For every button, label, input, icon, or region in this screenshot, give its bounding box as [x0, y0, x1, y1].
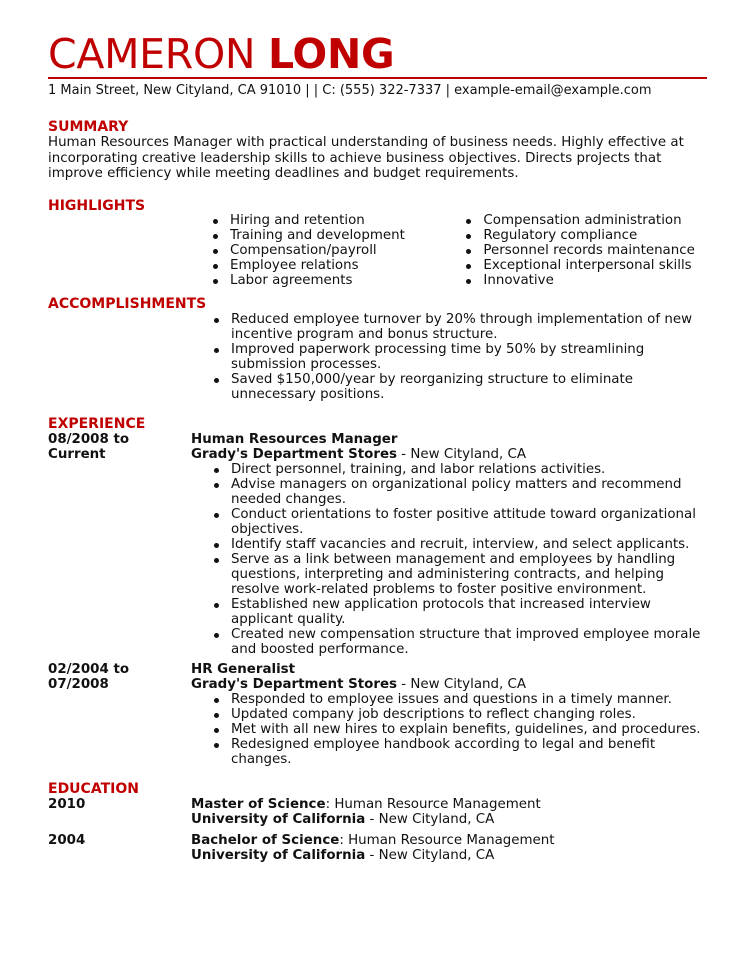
- list-item: Exceptional interpersonal skills: [461, 258, 707, 273]
- degree-line: [191, 833, 707, 848]
- list-item: Met with all new hires to explain benefits, guidelines, and procedures.: [209, 722, 707, 737]
- experience-section: [48, 416, 707, 767]
- school-location: - New Cityland, CA: [365, 847, 495, 863]
- education-details: [191, 797, 707, 827]
- school-location: - New Cityland, CA: [365, 811, 495, 827]
- list-item: Established new application protocols that increased interview applicant quality.: [209, 597, 707, 627]
- highlights-section: [48, 198, 707, 288]
- company-location: - New Cityland, CA: [397, 676, 527, 692]
- degree-field: : Human Resource Management: [339, 832, 555, 848]
- list-item: Training and development: [208, 228, 461, 243]
- job-title: HR Generalist: [191, 661, 296, 677]
- company-name: Grady's Department Stores: [191, 676, 398, 692]
- summary-section: [48, 119, 707, 182]
- last-name: LONG: [268, 30, 395, 78]
- company-location: - New Cityland, CA: [397, 446, 527, 462]
- job-duties-list: [209, 462, 707, 657]
- job-dates: 08/2008 to Current: [48, 431, 130, 462]
- degree-line: [191, 797, 707, 812]
- highlights-list-right: [461, 213, 707, 288]
- education-section: [48, 781, 707, 863]
- education-entry: [48, 833, 707, 863]
- education-heading: EDUCATION: [48, 780, 139, 797]
- list-item: Reduced employee turnover by 20% through implementation of new incentive program and bonus structure.: [209, 312, 709, 342]
- list-item: Direct personnel, training, and labor relations activities.: [209, 462, 707, 477]
- list-item: Conduct orientations to foster positive attitude toward organizational objectives.: [209, 507, 707, 537]
- degree-field: : Human Resource Management: [325, 796, 541, 812]
- list-item: Compensation/payroll: [208, 243, 461, 258]
- company-name: Grady's Department Stores: [191, 446, 398, 462]
- first-name: CAMERON: [48, 30, 256, 78]
- job-details: [191, 662, 707, 767]
- school-line: [191, 812, 707, 827]
- contact-line: 1 Main Street, New Cityland, CA 91010 | | C: (555) 322-7337 | example-email@example.com: [48, 83, 652, 98]
- education-year: 2010: [48, 796, 86, 812]
- list-item: Compensation administration: [461, 213, 707, 228]
- job-company: [191, 447, 707, 462]
- list-item: Saved $150,000/year by reorganizing structure to eliminate unnecessary positions.: [209, 372, 709, 402]
- school-line: [191, 848, 707, 863]
- list-item: Labor agreements: [208, 273, 461, 288]
- job-entry: [48, 432, 707, 657]
- job-entry: [48, 662, 707, 767]
- accomplishments-list: [209, 312, 709, 402]
- summary-text: Human Resources Manager with practical understanding of business needs. Highly effective at incorporating creative leadership skills to achieve business objectives. Directs projects that improve efficiency while meeting deadlines and budget requirements.: [48, 135, 684, 181]
- list-item: Created new compensation structure that improved employee morale and boosted performance.: [209, 627, 707, 657]
- education-details: [191, 833, 707, 863]
- list-item: Serve as a link between management and employees by handling questions, interpreting and administering contracts, and helping resolve work-related problems to foster positive environment.: [209, 552, 707, 597]
- accomplishments-heading: ACCOMPLISHMENTS: [48, 295, 207, 312]
- candidate-name: [48, 30, 707, 78]
- list-item: Responded to employee issues and questions in a timely manner.: [209, 692, 707, 707]
- experience-heading: EXPERIENCE: [48, 415, 146, 432]
- list-item: Personnel records maintenance: [461, 243, 707, 258]
- job-details: [191, 432, 707, 657]
- list-item: Advise managers on organizational policy matters and recommend needed changes.: [209, 477, 707, 507]
- list-item: Regulatory compliance: [461, 228, 707, 243]
- highlights-columns: [208, 213, 707, 288]
- list-item: Redesigned employee handbook according to legal and benefit changes.: [209, 737, 707, 767]
- job-title: Human Resources Manager: [191, 431, 398, 447]
- degree-name: Master of Science: [191, 796, 326, 812]
- list-item: Updated company job descriptions to reflect changing roles.: [209, 707, 707, 722]
- list-item: Innovative: [461, 273, 707, 288]
- education-year: 2004: [48, 832, 86, 848]
- highlights-list-left: [208, 213, 461, 288]
- job-dates: 02/2004 to 07/2008: [48, 661, 130, 692]
- school-name: University of California: [191, 811, 366, 827]
- education-entry: [48, 797, 707, 827]
- accomplishments-section: [48, 296, 707, 402]
- job-duties-list: [209, 692, 707, 767]
- school-name: University of California: [191, 847, 366, 863]
- list-item: Hiring and retention: [208, 213, 461, 228]
- degree-name: Bachelor of Science: [191, 832, 340, 848]
- list-item: Identify staff vacancies and recruit, interview, and select applicants.: [209, 537, 707, 552]
- list-item: Employee relations: [208, 258, 461, 273]
- job-company: [191, 677, 707, 692]
- list-item: Improved paperwork processing time by 50% by streamlining submission processes.: [209, 342, 709, 372]
- summary-heading: SUMMARY: [48, 119, 129, 135]
- highlights-heading: HIGHLIGHTS: [48, 197, 146, 214]
